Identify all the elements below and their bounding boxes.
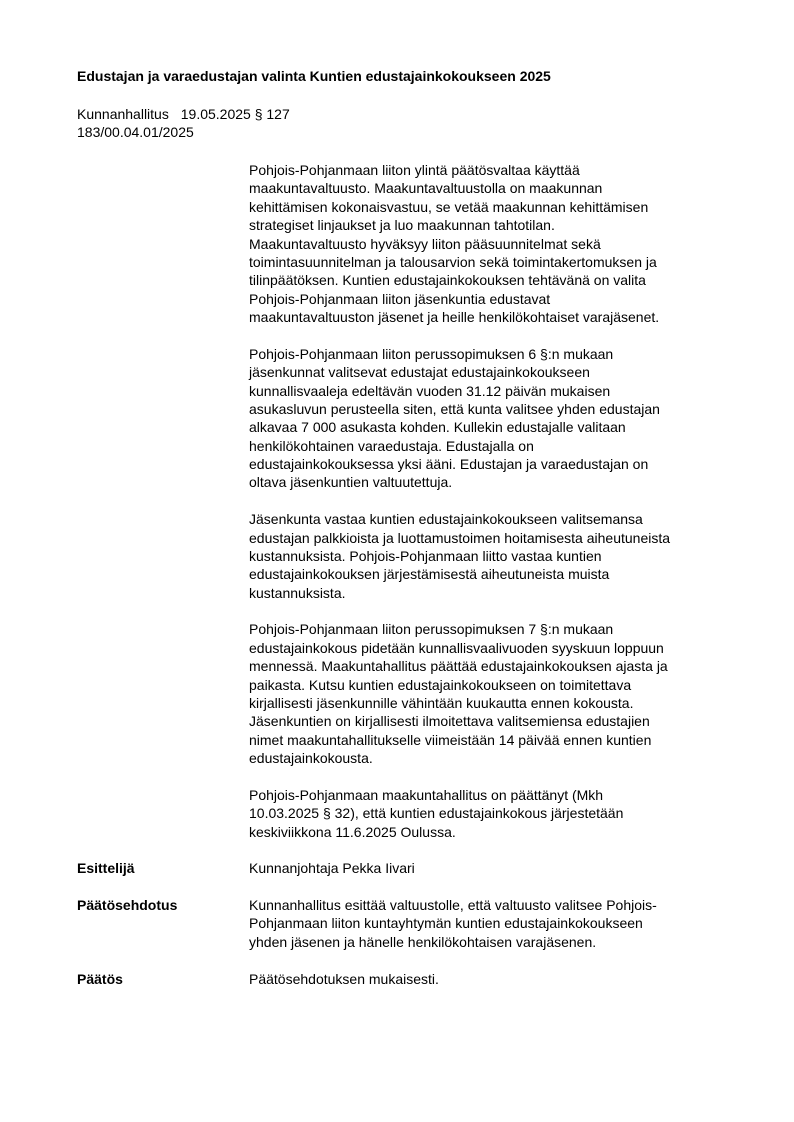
- empty-label: [77, 345, 249, 492]
- paragraph-line: 10.03.2025 § 32), että kuntien edustajainkokous järjestetään: [249, 805, 624, 822]
- paragraph-line: asukasluvun perusteella siten, että kunta valitsee yhden edustajan: [249, 400, 660, 417]
- paragraph-line: edustajainkokousta.: [249, 750, 373, 766]
- paragraph-line: kunnallisvaaleja edeltävän vuoden 31.12 päivän mukaisen: [249, 382, 611, 399]
- paragraph-line: Pohjois-Pohjanmaan liiton perussopimuksen 7 §:n mukaan: [249, 621, 614, 638]
- presenter-row: [77, 859, 737, 877]
- paragraph-1: [77, 161, 737, 326]
- decision-text: [249, 970, 737, 988]
- meeting-info: [77, 106, 290, 141]
- paragraph-line: tilinpäätöksen. Kuntien edustajainkokouksen tehtävänä on valita: [249, 272, 646, 289]
- empty-label: [77, 786, 249, 841]
- decision-value: Päätösehdotuksen mukaisesti.: [249, 970, 439, 987]
- paragraph-line: kustannuksista.: [249, 584, 346, 601]
- paragraph-line: edustajainkokouksessa yksi ääni. Edustajan ja varaedustajan on: [249, 456, 649, 472]
- paragraph-line: edustajainkokouksen järjestämisestä aiheutuneista muista: [249, 566, 610, 583]
- meeting-reference: [77, 106, 290, 124]
- paragraph-line: mennessä. Maakuntahallitus päättää edustajainkokouksen ajasta ja: [249, 658, 668, 675]
- meeting-date: 19.05.2025: [180, 106, 251, 122]
- paragraph-line: paikasta. Kutsu kuntien edustajainkokoukseen on toimitettava: [249, 676, 632, 693]
- paragraph-line: keskiviikkona 11.6.2025 Oulussa.: [249, 823, 456, 840]
- proposal-line: yhden jäsenen ja hänelle henkilökohtaisen varajäsenen.: [249, 933, 597, 950]
- paragraph-line: Pohjois-Pohjanmaan maakuntahallitus on päättänyt (Mkh: [249, 786, 604, 803]
- paragraph-line: oltava jäsenkuntien valtuutettuja.: [249, 474, 453, 491]
- paragraph-line: strategiset linjaukset ja luo maakunnan tahtotilan.: [249, 217, 555, 234]
- paragraph-line: edustajan palkkioista ja luottamustoimen hoitamisesta aiheutuneista: [249, 529, 671, 546]
- paragraph-text: [249, 161, 737, 326]
- meeting-section: § 127: [254, 106, 290, 122]
- paragraph-line: jäsenkunnat valitsevat edustajat edustajainkokoukseen: [249, 364, 590, 381]
- paragraph-line: Jäsenkuntien on kirjallisesti ilmoitettava valitsemiensa edustajien: [249, 713, 650, 730]
- empty-label: [77, 510, 249, 602]
- paragraph-line: nimet maakuntahallitukselle viimeistään 14 päivää ennen kuntien: [249, 731, 652, 748]
- paragraph-line: maakuntavaltuuston jäsenet ja heille henkilökohtaiset varajäsenet.: [249, 309, 660, 325]
- paragraph-line: kirjallisesti jäsenkunnille vähintään kuukautta ennen kokousta.: [249, 694, 634, 711]
- paragraph-line: alkavaa 7 000 asukasta kohden. Kullekin edustajalle valitaan: [249, 419, 626, 436]
- paragraph-line: henkilökohtainen varaedustaja. Edustajalla on: [249, 437, 534, 454]
- paragraph-5: [77, 786, 737, 841]
- meeting-body: Kunnanhallitus: [77, 106, 169, 122]
- proposal-line: Kunnanhallitus esittää valtuustolle, että valtuusto valitsee Pohjois-: [249, 897, 657, 913]
- paragraph-line: Pohjois-Pohjanmaan liiton ylintä päätösvaltaa käyttää: [249, 162, 580, 178]
- document-title: Edustajan ja varaedustajan valinta Kuntien edustajainkokoukseen 2025: [77, 68, 551, 84]
- decision-label: Päätös: [77, 970, 123, 987]
- proposal-line: Pohjanmaan liiton kuntayhtymän kuntien edustajainkokoukseen: [249, 915, 643, 932]
- paragraph-3: [77, 510, 737, 602]
- paragraph-4: [77, 620, 737, 767]
- paragraph-line: Pohjois-Pohjanmaan liiton perussopimuksen 6 §:n mukaan: [249, 345, 614, 362]
- paragraph-text: [249, 510, 737, 602]
- document-body: [77, 161, 737, 988]
- proposal-row: [77, 896, 737, 951]
- paragraph-2: [77, 345, 737, 492]
- presenter-value: [249, 859, 737, 877]
- paragraph-line: maakuntavaltuusto. Maakuntavaltuustolla on maakunnan: [249, 180, 603, 197]
- presenter-name: Kunnanjohtaja Pekka Iivari: [249, 860, 415, 877]
- paragraph-line: Maakuntavaltuusto hyväksyy liiton pääsuunnitelmat sekä: [249, 235, 601, 252]
- paragraph-line: edustajainkokous pidetään kunnallisvaalivuoden syyskuun loppuun: [249, 639, 664, 656]
- paragraph-line: Pohjois-Pohjanmaan liiton jäsenkuntia edustavat: [249, 290, 551, 307]
- paragraph-text: [249, 345, 737, 492]
- empty-label: [77, 620, 249, 767]
- presenter-label: Esittelijä: [77, 860, 135, 877]
- paragraph-line: kustannuksista. Pohjois-Pohjanmaan liitto vastaa kuntien: [249, 547, 602, 564]
- paragraph-line: kehittämisen kokonaisvastuu, se vetää maakunnan kehittämisen: [249, 198, 649, 215]
- paragraph-line: toimintasuunnitelman ja talousarvion sekä toimintakertomuksen ja: [249, 253, 657, 270]
- proposal-text: [249, 896, 737, 951]
- paragraph-line: Jäsenkunta vastaa kuntien edustajainkokoukseen valitsemansa: [249, 511, 643, 528]
- paragraph-text: [249, 786, 737, 841]
- paragraph-text: [249, 620, 737, 767]
- decision-row: [77, 970, 737, 988]
- proposal-label: Päätösehdotus: [77, 897, 178, 913]
- empty-label: [77, 161, 249, 326]
- record-id: 183/00.04.01/2025: [77, 123, 194, 140]
